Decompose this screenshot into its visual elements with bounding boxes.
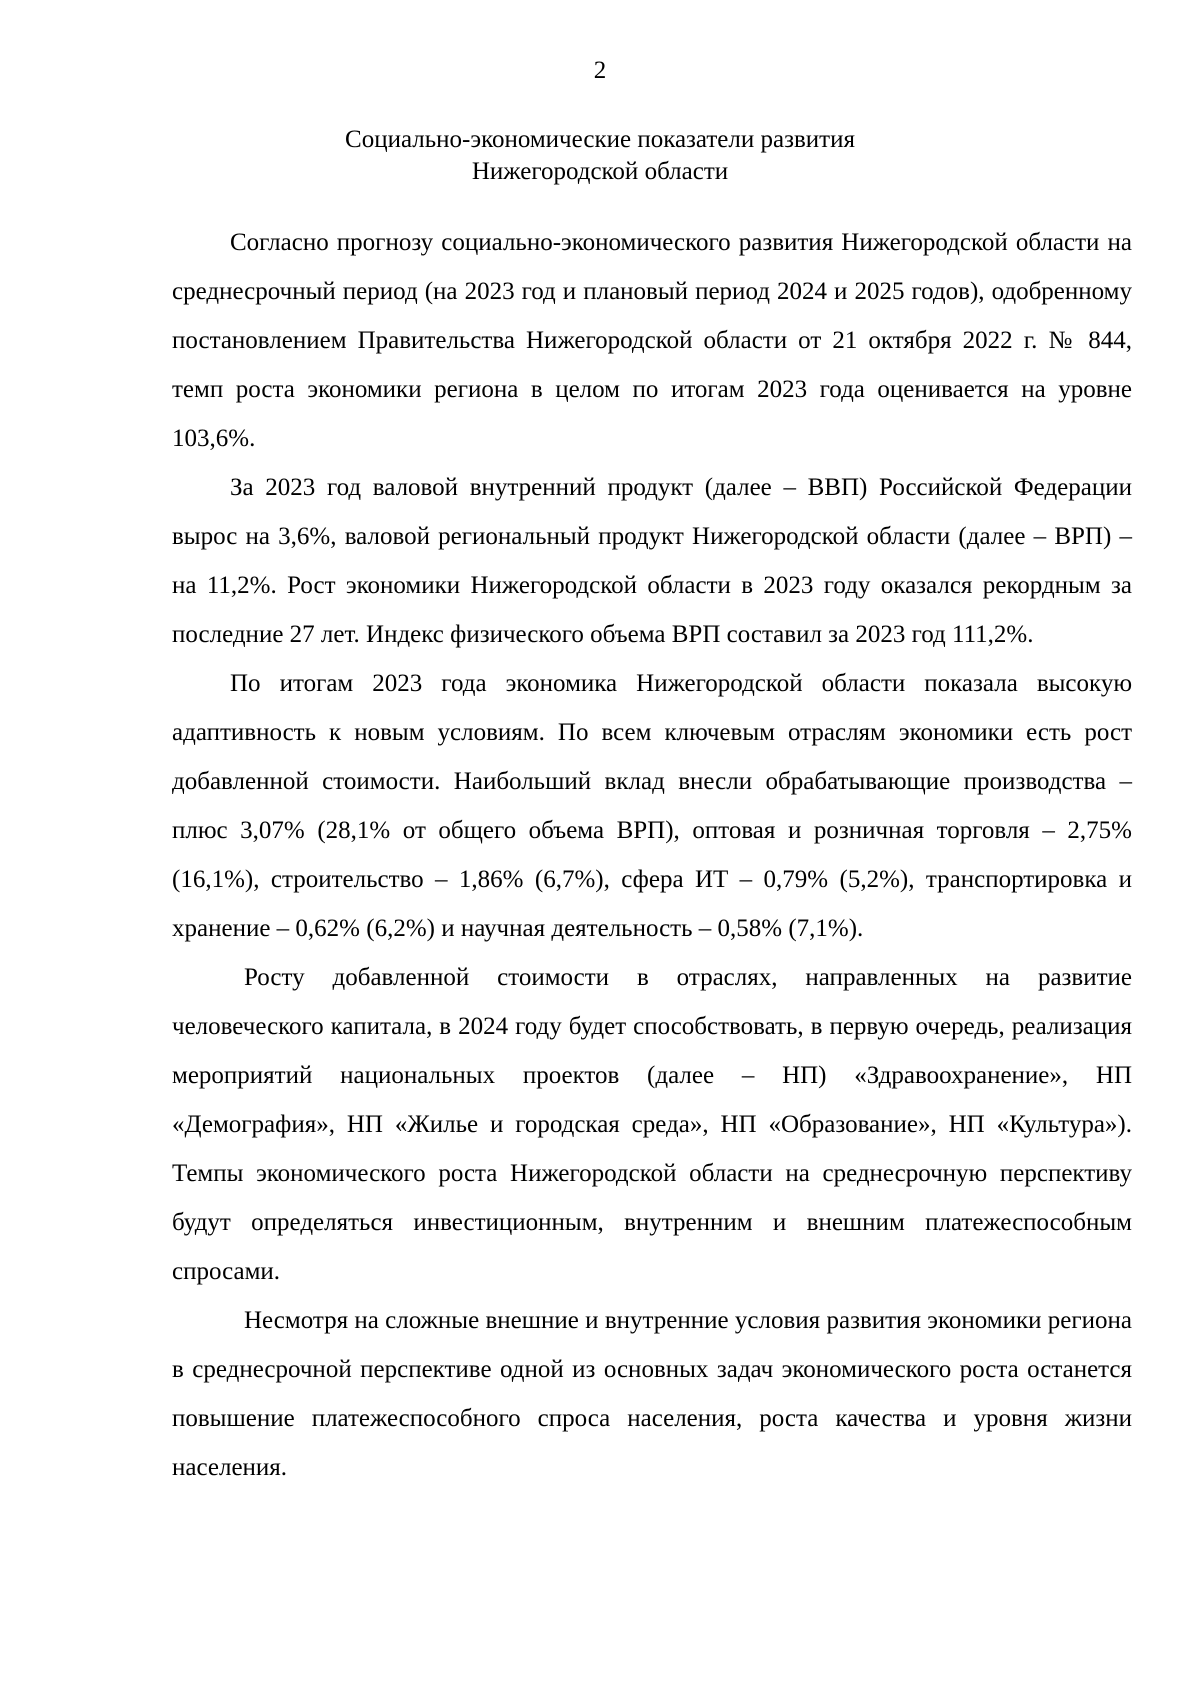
title-line-1: Социально-экономические показатели развития <box>345 126 855 153</box>
document-title <box>0 124 1200 188</box>
document-body <box>172 218 1132 1492</box>
paragraph-industry-contribution: По итогам 2023 года экономика Нижегородской области показала высокую адаптивность к новым условиям. По всем ключевым отраслям экономики есть рост добавленной стоимости. Наибольший вклад внесли обрабатывающие производства – плюс 3,07% (28,1% от общего объема ВРП), оптовая и розничная торговля – 2,75% (16,1%), строительство – 1,86% (6,7%), сфера ИТ – 0,79% (5,2%), транспортировка и хранение – 0,62% (6,2%) и научная деятельность – 0,58% (7,1%). <box>172 670 1132 942</box>
paragraph-human-capital: Росту добавленной стоимости в отраслях, направленных на развитие человеческого капитала, в 2024 году будет способствовать, в первую очередь, реализация мероприятий национальных проектов (далее – НП) «Здравоохранение», НП «Демография», НП «Жилье и городская среда», НП «Образование», НП «Культура»). Темпы экономического роста Нижегородской области на среднесрочную перспективу будут определяться инвестиционным, внутренним и внешним платежеспособным спросами. <box>172 964 1132 1285</box>
paragraph-forecast: Согласно прогнозу социально-экономического развития Нижегородской области на среднесрочный период (на 2023 год и плановый период 2024 и 2025 годов), одобренному постановлением Правительства Нижегородской области от 21 октября 2022 г. № 844, темп роста экономики региона в целом по итогам 2023 года оценивается на уровне 103,6%. <box>172 229 1132 452</box>
page-number: 2 <box>593 57 607 84</box>
paragraph-outlook: Несмотря на сложные внешние и внутренние условия развития экономики региона в среднесрочной перспективе одной из основных задач экономического роста останется повышение платежеспособного спроса населения, роста качества и уровня жизни населения. <box>172 1307 1132 1481</box>
paragraph-gdp-growth: За 2023 год валовой внутренний продукт (далее – ВВП) Российской Федерации вырос на 3,6%, валовой региональный продукт Нижегородской области (далее – ВРП) – на 11,2%. Рост экономики Нижегородской области в 2023 году оказался рекордным за последние 27 лет. Индекс физического объема ВРП составил за 2023 год 111,2%. <box>172 474 1132 648</box>
title-line-2: Нижегородской области <box>471 158 729 185</box>
